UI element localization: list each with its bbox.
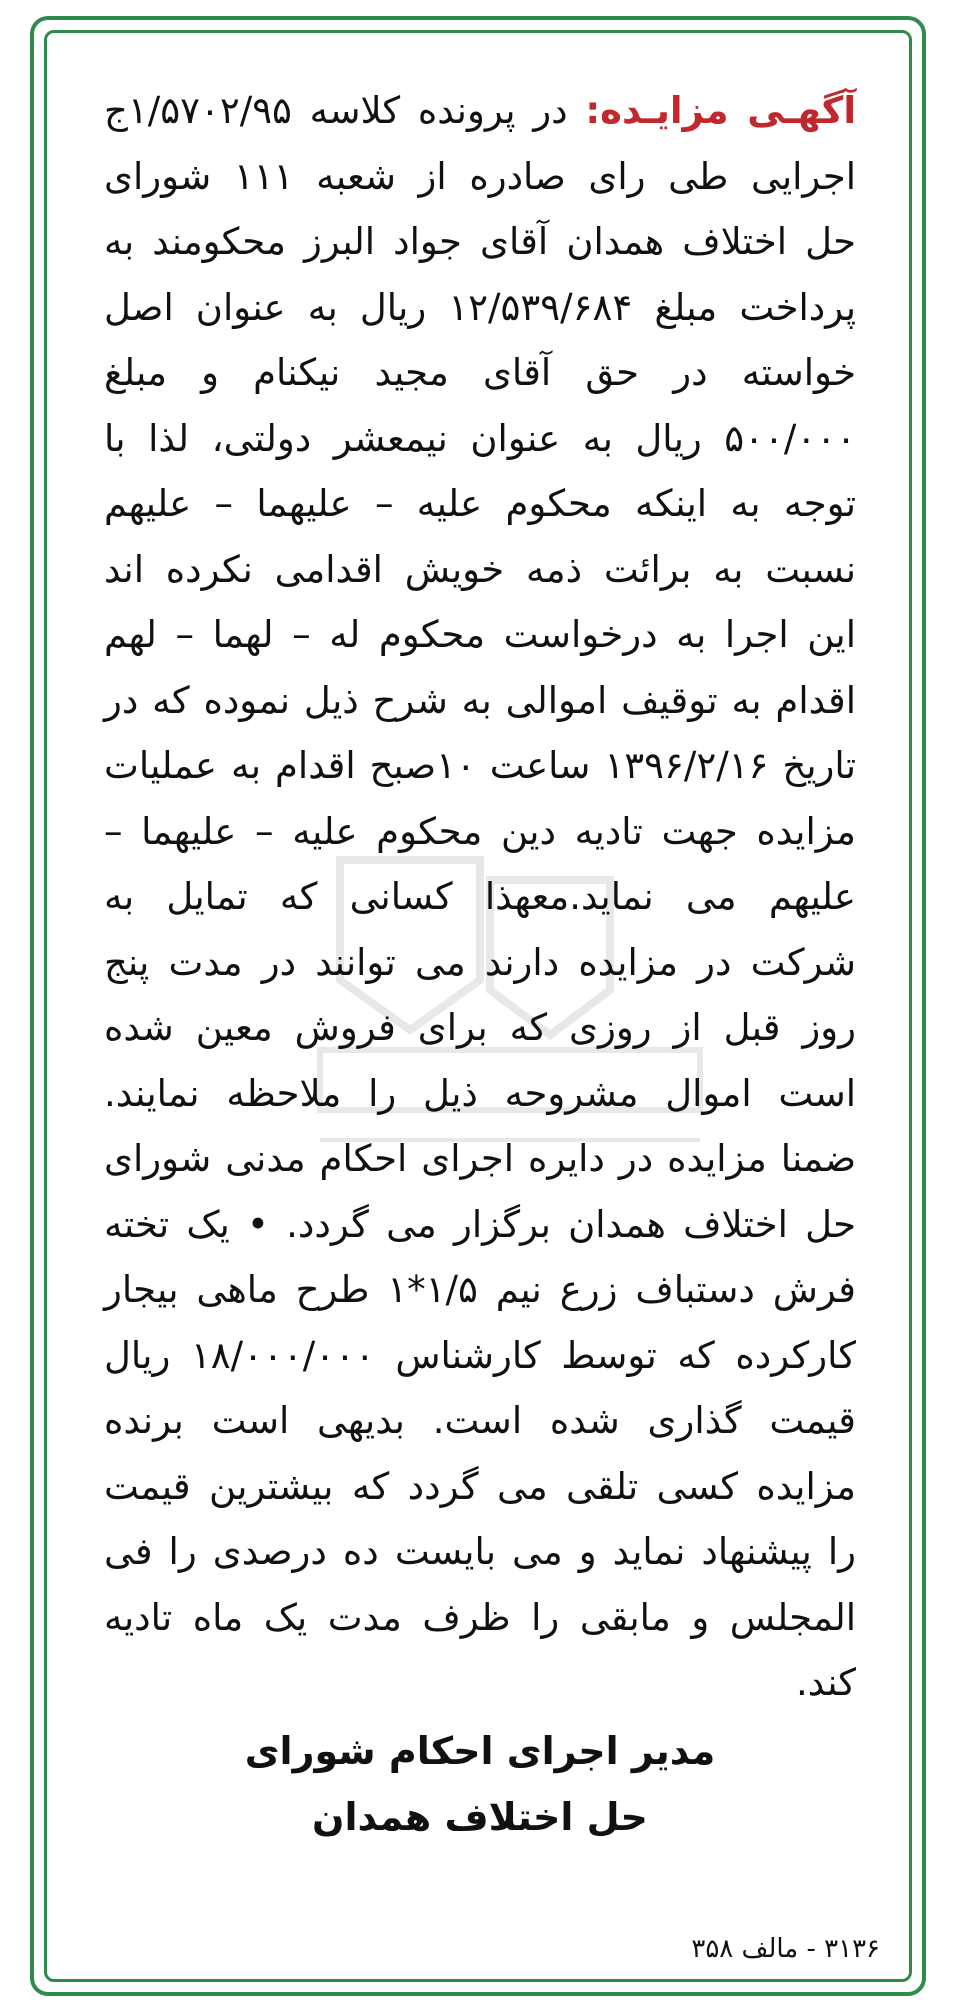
notice-title: آگهـی مزایـده: — [585, 89, 856, 132]
footer-reference: ۳۱۳۶ - مالف ۳۵۸ — [691, 1934, 880, 1964]
notice-body: در پرونده کلاسه ۱/۵۷۰۲/۹۵ج اجرایی طی رای صادره از شعبه ۱۱۱ شورای حل اختلاف همدان آقای جواد البرز محکومند به پرداخت مبلغ ۱۲/۵۳۹/۶۸۴ ریال به عنوان اصل خواسته در حق آقای مجید نیکنام و مبلغ ۵۰۰/۰۰۰ ریال به عنوان نیمعشر دولتی، لذا با توجه به اینکه محکوم علیه – علیهما – علیهم نسبت به برائت ذمه خویش اقدامی نکرده اند این اجرا به درخواست محکوم له – لهما – لهم اقدام به توقیف اموالی به شرح ذیل نموده که در تاریخ ۱۳۹۶/۲/۱۶ ساعت ۱۰صبح اقدام به عملیات مزایده جهت تادیه دین محکوم علیه – علیهما – علیهم می نماید.معهذا کسانی که تمایل به شرکت در مزایده دارند می توانند در مدت پنج روز قبل از روزی که برای فروش معین شده است اموال مشروحه ذیل را ملاحظه نمایند. ضمنا مزایده در دایره اجرای احکام مدنی شورای حل اختلاف همدان برگزار می گردد. • یک تخته فرش دستباف زرع نیم ۱/۵*۱ طرح ماهی بیجار کارکرده که توسط کارشناس ۱۸/۰۰۰/۰۰۰ ریال قیمت گذاری شده است. بدیهی است برنده مزایده کسی تلقی می گردد که بیشترین قیمت را پیشنهاد نماید و می بایست ده درصدی را فی المجلس و مابقی را ظرف مدت یک ماه تادیه کند. — [104, 89, 856, 1704]
notice-body-paragraph — [104, 78, 856, 1716]
signature-line-1: مدیر اجرای احکام شورای — [244, 1728, 716, 1773]
signature-line-2: حل اختلاف همدان — [312, 1794, 648, 1839]
notice-content — [104, 78, 856, 1850]
signature-block — [104, 1718, 856, 1850]
